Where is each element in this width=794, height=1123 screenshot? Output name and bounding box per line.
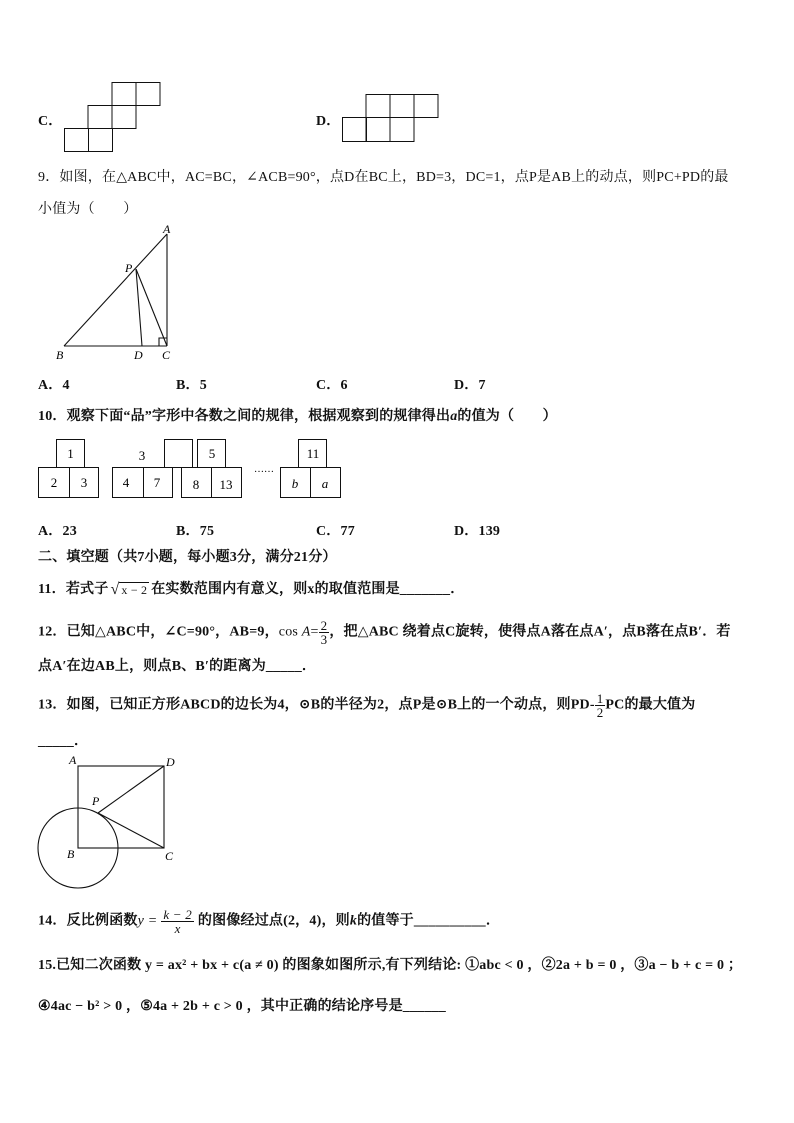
option-d-label: D．: [316, 114, 341, 129]
fig3-top: 5: [208, 446, 216, 461]
q13-label-a: A: [69, 753, 77, 767]
q12-angle-a: A: [301, 624, 311, 640]
fig4-right: a: [321, 476, 329, 491]
q9-label-b: B: [56, 348, 64, 362]
fig1-right: 3: [80, 475, 88, 490]
q12-frac-num: 2: [320, 618, 328, 633]
fig4-left: b: [291, 476, 299, 491]
q13-label-p: P: [92, 794, 100, 808]
q12-fraction: [319, 619, 330, 646]
q14-frac-num: k − 2: [163, 907, 192, 922]
q10-option-c: C．77: [316, 524, 355, 539]
fig-ellipsis: ……: [254, 464, 274, 475]
fig1-top: 1: [67, 446, 74, 461]
fig2-right: 7: [153, 475, 161, 490]
q12-frac-den: 3: [320, 632, 328, 647]
q10-question-text-end: 的值为（ ）: [457, 409, 557, 424]
q12-text-pre: 12．已知△ABC中，∠C=90°，AB=9，: [38, 624, 279, 640]
section-2-heading: 二、填空题（共7小题，每小题3分，满分21分）: [38, 550, 337, 565]
fig4-top: 11: [306, 446, 320, 461]
fig2-top: 3: [138, 448, 146, 463]
q10-pin-figures: [36, 439, 356, 501]
q9-question-text-cont: 小值为（ ）: [38, 202, 138, 217]
q9-option-b: B．5: [176, 378, 207, 393]
q13-question: [38, 692, 695, 719]
q10-var-a: a: [450, 409, 458, 424]
q12-question-line2: 点A′在边AB上，则点B、B′的距离为_____．: [38, 659, 317, 674]
q12-text-post: ，把△ABC 绕着点C旋转，使得点A落在点A′，点B落在点B′．若: [329, 624, 731, 640]
q13-fraction: [595, 692, 606, 719]
option-c-label: C．: [38, 114, 63, 129]
q10-option-a: A．23: [38, 524, 77, 539]
q11-sqrt: √ x − 2: [110, 580, 148, 598]
fig1-left: 2: [50, 475, 58, 490]
q14-text-post2: 的值等于__________．: [357, 913, 501, 929]
q9-question-text: 9．如图，在△ABC中，AC=BC，∠ACB=90°，点D在BC上，BD=3，DC=1，点P是AB上的动点，则PC+PD的最: [38, 170, 729, 185]
q14-text-pre: 14．反比例函数: [38, 913, 138, 929]
q13-label-d: D: [166, 755, 175, 769]
q14-k: k: [349, 913, 358, 929]
q10-option-b: B．75: [176, 524, 215, 539]
fig3-right: 13: [219, 477, 233, 492]
q9-label-p: P: [125, 261, 133, 275]
q13-frac-den: 2: [596, 705, 604, 720]
option-d-cube-net: [342, 94, 442, 146]
q12-cos: cos: [278, 624, 299, 640]
q12-eq: =: [310, 624, 319, 640]
q9-option-d: D．7: [454, 378, 486, 393]
q13-square-circle-figure: [36, 752, 186, 894]
q10-question-text-main: 10．观察下面“品”字形中各数之间的规律，根据观察到的规律得出: [38, 409, 451, 424]
q13-frac-num: 1: [596, 691, 604, 706]
q9-label-c: C: [162, 348, 171, 362]
fig2-left: 4: [122, 475, 130, 490]
q9-option-c: C．6: [316, 378, 348, 393]
q14-frac-den: x: [174, 921, 181, 936]
q9-label-d: D: [134, 348, 143, 362]
q9-label-a: A: [163, 222, 171, 236]
q12-question: [38, 619, 731, 646]
q10-option-d: D．139: [454, 524, 501, 539]
q11-text-pre: 11．若式子: [38, 582, 109, 597]
q13-question-line2: _____．: [38, 734, 89, 749]
q14-text-post: 的图像经过点(2，4)，则: [197, 913, 350, 929]
q13-text-pre: 13．如图，已知正方形ABCD的边长为4，⊙B的半径为2，点P是⊙B上的一个动点，则PD-: [38, 697, 595, 713]
q14-question: [38, 908, 500, 935]
q10-question-text: [38, 405, 557, 425]
q15-question-line1: 15.已知二次函数 y = ax² + bx + c(a ≠ 0) 的图象如图所示,有下列结论: ①abc < 0 ，②2a + b = 0 ，③a − b + c = 0 ；: [38, 958, 743, 973]
q11-text-post: 在实数范围内有意义，则x的取值范围是_______．: [151, 582, 465, 597]
q11-question: [38, 578, 464, 599]
q14-fraction: [161, 908, 194, 935]
q13-text-post: PC的最大值为: [605, 697, 696, 713]
q15-question-line2: ④4ac − b² > 0 ，⑤4a + 2b + c > 0 ，其中正确的结论序号是______: [38, 999, 446, 1014]
q11-radicand: x − 2: [121, 582, 148, 597]
q9-triangle-figure: [50, 222, 190, 364]
q13-label-c: C: [165, 849, 174, 863]
q13-label-b: B: [67, 847, 75, 861]
fig3-left: 8: [192, 477, 200, 492]
q14-y: y =: [137, 913, 158, 929]
option-c-cube-net: [64, 82, 164, 156]
q9-option-a: A．4: [38, 378, 70, 393]
